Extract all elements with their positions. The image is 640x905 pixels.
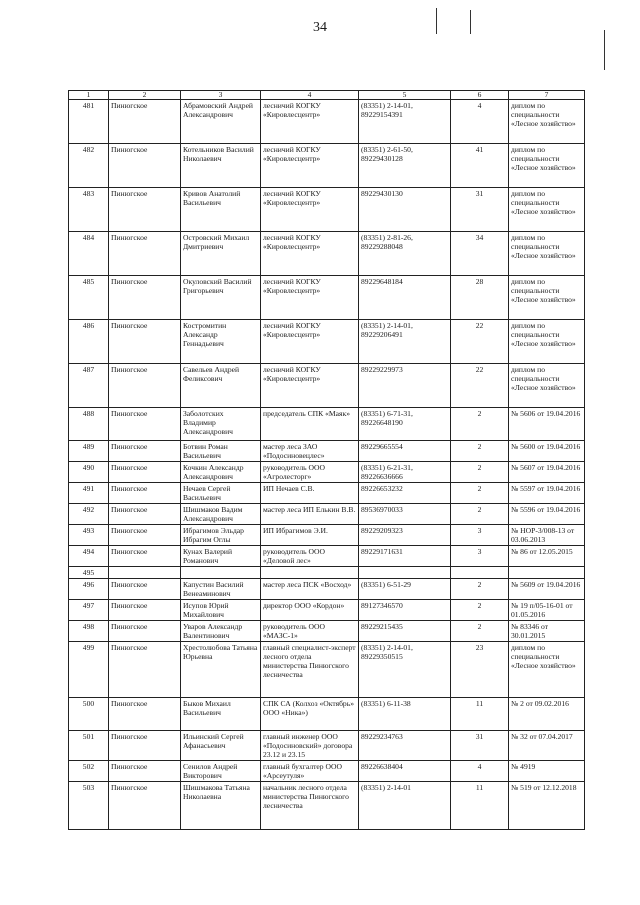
table-row (69, 408, 585, 441)
position-cell: руководитель ООО «Деловой лес» (261, 546, 359, 567)
place-cell: Пинюгское (109, 144, 181, 188)
position-cell: директор ООО «Кордон» (261, 600, 359, 621)
years-cell: 31 (451, 188, 509, 232)
place-cell: Пинюгское (109, 621, 181, 642)
years-cell (451, 567, 509, 579)
table-row (69, 546, 585, 567)
row-number: 493 (69, 525, 109, 546)
table-row (69, 600, 585, 621)
table-row (69, 320, 585, 364)
place-cell: Пинюгское (109, 546, 181, 567)
table-row (69, 100, 585, 144)
table-row (69, 525, 585, 546)
phone-cell: (83351) 2-14-01, 89229154391 (359, 100, 451, 144)
position-cell: лесничий КОГКУ «Кировлесцентр» (261, 364, 359, 408)
years-cell: 11 (451, 782, 509, 830)
phone-cell: (83351) 2-81-26, 89229288048 (359, 232, 451, 276)
years-cell: 4 (451, 100, 509, 144)
row-number: 491 (69, 483, 109, 504)
table-row (69, 232, 585, 276)
name-cell: Исупов Юрий Михайлович (181, 600, 261, 621)
position-cell: руководитель ООО «Агролесторг» (261, 462, 359, 483)
header-cell: 2 (109, 91, 181, 100)
name-cell: Ильинский Сергей Афанасьевич (181, 731, 261, 761)
place-cell: Пинюгское (109, 579, 181, 600)
header-cell: 3 (181, 91, 261, 100)
row-number: 494 (69, 546, 109, 567)
phone-cell: (83351) 6-11-38 (359, 698, 451, 731)
row-number: 502 (69, 761, 109, 782)
name-cell: Быков Михаил Васильевич (181, 698, 261, 731)
position-cell: СПК СА (Колхоз «Октябрь» ООО «Ника») (261, 698, 359, 731)
place-cell: Пинюгское (109, 320, 181, 364)
name-cell: Шишмаков Вадим Александрович (181, 504, 261, 525)
phone-cell: (83351) 6-71-31, 89226648190 (359, 408, 451, 441)
place-cell: Пинюгское (109, 364, 181, 408)
years-cell: 2 (451, 504, 509, 525)
years-cell: 2 (451, 462, 509, 483)
place-cell: Пинюгское (109, 100, 181, 144)
phone-cell: (83351) 2-61-50, 89229430128 (359, 144, 451, 188)
position-cell: главный инженер ООО «Подосиновский» договора 23.12 и 23.15 (261, 731, 359, 761)
place-cell: Пинюгское (109, 698, 181, 731)
name-cell: Капустин Василий Венеаминович (181, 579, 261, 600)
place-cell (109, 567, 181, 579)
document-cell: диплом по специальности «Лесное хозяйство» (509, 188, 585, 232)
document-cell: № 5607 от 19.04.2016 (509, 462, 585, 483)
position-cell: ИП Нечаев С.В. (261, 483, 359, 504)
years-cell: 2 (451, 483, 509, 504)
row-number: 483 (69, 188, 109, 232)
table-row (69, 144, 585, 188)
position-cell: главный специалист-эксперт лесного отдела министерства Пинюгского лесничества (261, 642, 359, 698)
phone-cell: 89229215435 (359, 621, 451, 642)
name-cell: Заболотских Владимир Александрович (181, 408, 261, 441)
position-cell (261, 567, 359, 579)
place-cell: Пинюгское (109, 232, 181, 276)
document-cell: № 519 от 12.12.2018 (509, 782, 585, 830)
document-cell: № 19 п/05-16-01 от 01.05.2016 (509, 600, 585, 621)
years-cell: 2 (451, 441, 509, 462)
phone-cell: 89536970033 (359, 504, 451, 525)
document-cell: диплом по специальности «Лесное хозяйство» (509, 320, 585, 364)
name-cell: Савельев Андрей Феликсович (181, 364, 261, 408)
scan-mark (470, 10, 471, 34)
document-cell: № 5609 от 19.04.2016 (509, 579, 585, 600)
name-cell: Абрамовский Андрей Александрович (181, 100, 261, 144)
row-number: 481 (69, 100, 109, 144)
document-cell: № 5597 от 19.04.2016 (509, 483, 585, 504)
row-number: 485 (69, 276, 109, 320)
header-cell: 1 (69, 91, 109, 100)
header-cell: 7 (509, 91, 585, 100)
years-cell: 22 (451, 320, 509, 364)
phone-cell: 89127346570 (359, 600, 451, 621)
years-cell: 11 (451, 698, 509, 731)
table-row (69, 188, 585, 232)
header-cell: 4 (261, 91, 359, 100)
name-cell: Кочкин Александр Александрович (181, 462, 261, 483)
header-cell: 6 (451, 91, 509, 100)
place-cell: Пинюгское (109, 462, 181, 483)
years-cell: 41 (451, 144, 509, 188)
row-number: 503 (69, 782, 109, 830)
document-cell: № 32 от 07.04.2017 (509, 731, 585, 761)
place-cell: Пинюгское (109, 276, 181, 320)
position-cell: мастер леса ПСК «Восход» (261, 579, 359, 600)
staff-table (68, 90, 585, 830)
place-cell: Пинюгское (109, 525, 181, 546)
row-number: 499 (69, 642, 109, 698)
table-row (69, 642, 585, 698)
document-cell (509, 567, 585, 579)
row-number: 488 (69, 408, 109, 441)
name-cell: Котельников Василий Николаевич (181, 144, 261, 188)
header-cell: 5 (359, 91, 451, 100)
position-cell: лесничий КОГКУ «Кировлесцентр» (261, 144, 359, 188)
position-cell: лесничий КОГКУ «Кировлесцентр» (261, 100, 359, 144)
years-cell: 3 (451, 525, 509, 546)
years-cell: 2 (451, 600, 509, 621)
row-number: 495 (69, 567, 109, 579)
position-cell: лесничий КОГКУ «Кировлесцентр» (261, 276, 359, 320)
phone-cell: (83351) 2-14-01, 89229206491 (359, 320, 451, 364)
place-cell: Пинюгское (109, 761, 181, 782)
years-cell: 22 (451, 364, 509, 408)
name-cell: Ибрагимов Эльдар Ибрагим Оглы (181, 525, 261, 546)
phone-cell: 89229430130 (359, 188, 451, 232)
phone-cell: 89229209323 (359, 525, 451, 546)
document-cell: № 5606 от 19.04.2016 (509, 408, 585, 441)
document-cell: диплом по специальности «Лесное хозяйство» (509, 276, 585, 320)
place-cell: Пинюгское (109, 483, 181, 504)
row-number: 496 (69, 579, 109, 600)
position-cell: ИП Ибрагимов Э.И. (261, 525, 359, 546)
years-cell: 4 (451, 761, 509, 782)
row-number: 487 (69, 364, 109, 408)
position-cell: мастер леса ИП Елькин В.В. (261, 504, 359, 525)
document-cell: № НОР-3/008-13 от 03.06.2013 (509, 525, 585, 546)
name-cell: Ботвин Роман Васильевич (181, 441, 261, 462)
phone-cell: 89226653232 (359, 483, 451, 504)
table-row (69, 782, 585, 830)
name-cell: Сенилов Андрей Викторович (181, 761, 261, 782)
row-number: 489 (69, 441, 109, 462)
document-cell: № 86 от 12.05.2015 (509, 546, 585, 567)
document-cell: № 2 от 09.02.2016 (509, 698, 585, 731)
place-cell: Пинюгское (109, 731, 181, 761)
phone-cell (359, 567, 451, 579)
row-number: 484 (69, 232, 109, 276)
years-cell: 28 (451, 276, 509, 320)
page-number: 34 (313, 20, 327, 35)
place-cell: Пинюгское (109, 642, 181, 698)
name-cell: Хрестолюбова Татьяна Юрьевна (181, 642, 261, 698)
phone-cell: (83351) 6-21-31, 89226636666 (359, 462, 451, 483)
document-cell: диплом по специальности «Лесное хозяйство» (509, 100, 585, 144)
row-number: 482 (69, 144, 109, 188)
years-cell: 34 (451, 232, 509, 276)
table-row (69, 483, 585, 504)
table-row (69, 462, 585, 483)
position-cell: мастер леса ЗАО «Подосиновецлес» (261, 441, 359, 462)
place-cell: Пинюгское (109, 782, 181, 830)
phone-cell: 89229648184 (359, 276, 451, 320)
document-cell: диплом по специальности «Лесное хозяйство» (509, 642, 585, 698)
phone-cell: (83351) 2-14-01 (359, 782, 451, 830)
name-cell: Нечаев Сергей Васильевич (181, 483, 261, 504)
scan-mark (436, 8, 437, 34)
document-cell: № 4919 (509, 761, 585, 782)
name-cell: Окуловский Василий Григорьевич (181, 276, 261, 320)
position-cell: руководитель ООО «МАЗС-1» (261, 621, 359, 642)
row-number: 501 (69, 731, 109, 761)
position-cell: лесничий КОГКУ «Кировлесцентр» (261, 320, 359, 364)
table-row (69, 441, 585, 462)
phone-cell: 89229229973 (359, 364, 451, 408)
phone-cell: 89229171631 (359, 546, 451, 567)
place-cell: Пинюгское (109, 441, 181, 462)
document-cell: диплом по специальности «Лесное хозяйство» (509, 364, 585, 408)
years-cell: 2 (451, 579, 509, 600)
years-cell: 2 (451, 408, 509, 441)
document-cell: диплом по специальности «Лесное хозяйство» (509, 144, 585, 188)
phone-cell: 89229665554 (359, 441, 451, 462)
phone-cell: (83351) 2-14-01, 89229350515 (359, 642, 451, 698)
name-cell: Шишмакова Татьяна Николаевна (181, 782, 261, 830)
table-row (69, 567, 585, 579)
table-row (69, 731, 585, 761)
table-row (69, 698, 585, 731)
position-cell: лесничий КОГКУ «Кировлесцентр» (261, 188, 359, 232)
name-cell: Кунах Валерий Романович (181, 546, 261, 567)
table-row (69, 504, 585, 525)
table-row (69, 621, 585, 642)
name-cell (181, 567, 261, 579)
document-cell: диплом по специальности «Лесное хозяйство» (509, 232, 585, 276)
years-cell: 2 (451, 621, 509, 642)
row-number: 486 (69, 320, 109, 364)
place-cell: Пинюгское (109, 188, 181, 232)
row-number: 500 (69, 698, 109, 731)
name-cell: Кривов Анатолий Васильевич (181, 188, 261, 232)
years-cell: 23 (451, 642, 509, 698)
document-cell: № 5600 от 19.04.2016 (509, 441, 585, 462)
document-cell: № 83346 от 30.01.2015 (509, 621, 585, 642)
row-number: 497 (69, 600, 109, 621)
table-row (69, 364, 585, 408)
name-cell: Островский Михаил Дмитриевич (181, 232, 261, 276)
row-number: 492 (69, 504, 109, 525)
position-cell: председатель СПК «Маяк» (261, 408, 359, 441)
place-cell: Пинюгское (109, 504, 181, 525)
phone-cell: 89226638404 (359, 761, 451, 782)
scan-mark (604, 30, 605, 70)
table-row (69, 579, 585, 600)
row-number: 498 (69, 621, 109, 642)
place-cell: Пинюгское (109, 408, 181, 441)
position-cell: начальник лесного отдела министерства Пинюгского лесничества (261, 782, 359, 830)
years-cell: 3 (451, 546, 509, 567)
position-cell: главный бухгалтер ООО «Арсеутуля» (261, 761, 359, 782)
phone-cell: 89229234763 (359, 731, 451, 761)
name-cell: Уваров Александр Валентинович (181, 621, 261, 642)
phone-cell: (83351) 6-51-29 (359, 579, 451, 600)
document-cell: № 5596 от 19.04.2016 (509, 504, 585, 525)
position-cell: лесничий КОГКУ «Кировлесцентр» (261, 232, 359, 276)
row-number: 490 (69, 462, 109, 483)
table-row (69, 761, 585, 782)
name-cell: Костромитин Александр Геннадьевич (181, 320, 261, 364)
years-cell: 31 (451, 731, 509, 761)
table-header-row (69, 91, 585, 100)
place-cell: Пинюгское (109, 600, 181, 621)
table-row (69, 276, 585, 320)
